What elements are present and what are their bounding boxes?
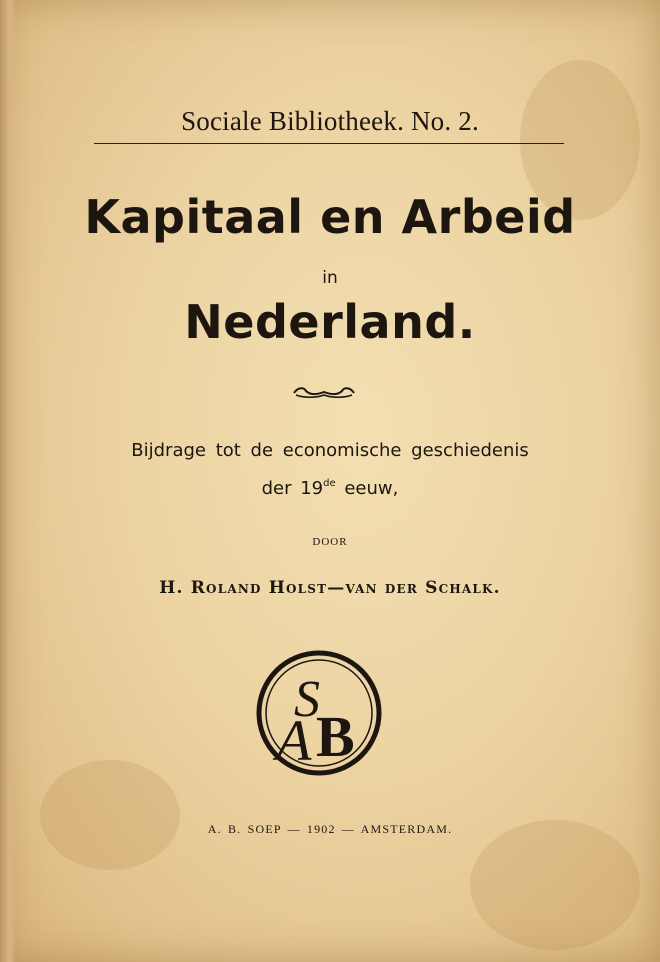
paper-stain: [470, 820, 640, 950]
century-prefix: der 19: [261, 478, 324, 499]
by-line: DOOR: [312, 536, 348, 548]
subtitle: Bijdrage tot de economische geschiedenis: [131, 440, 529, 461]
monogram-b: B: [316, 704, 355, 769]
ornament-flourish-icon: [290, 384, 358, 400]
title-connector: in: [322, 268, 338, 288]
author-name: H. Roland Holst—van der Schalk.: [159, 578, 501, 598]
subtitle-century: [0, 478, 660, 499]
monogram-a: A: [276, 708, 312, 773]
paper-stain: [40, 760, 180, 870]
publisher-imprint: A. B. SOEP — 1902 — AMSTERDAM.: [207, 822, 453, 836]
title-line-2: Nederland.: [184, 295, 476, 349]
monogram-s: S: [294, 671, 320, 728]
century-suffix: eeuw,: [335, 478, 399, 499]
title-line-1: Kapitaal en Arbeid: [84, 190, 576, 244]
publisher-monogram-icon: [254, 648, 384, 778]
series-rule: [94, 143, 564, 144]
century-superscript: de: [323, 478, 336, 489]
series-heading: Sociale Bibliotheek. No. 2.: [181, 106, 479, 136]
